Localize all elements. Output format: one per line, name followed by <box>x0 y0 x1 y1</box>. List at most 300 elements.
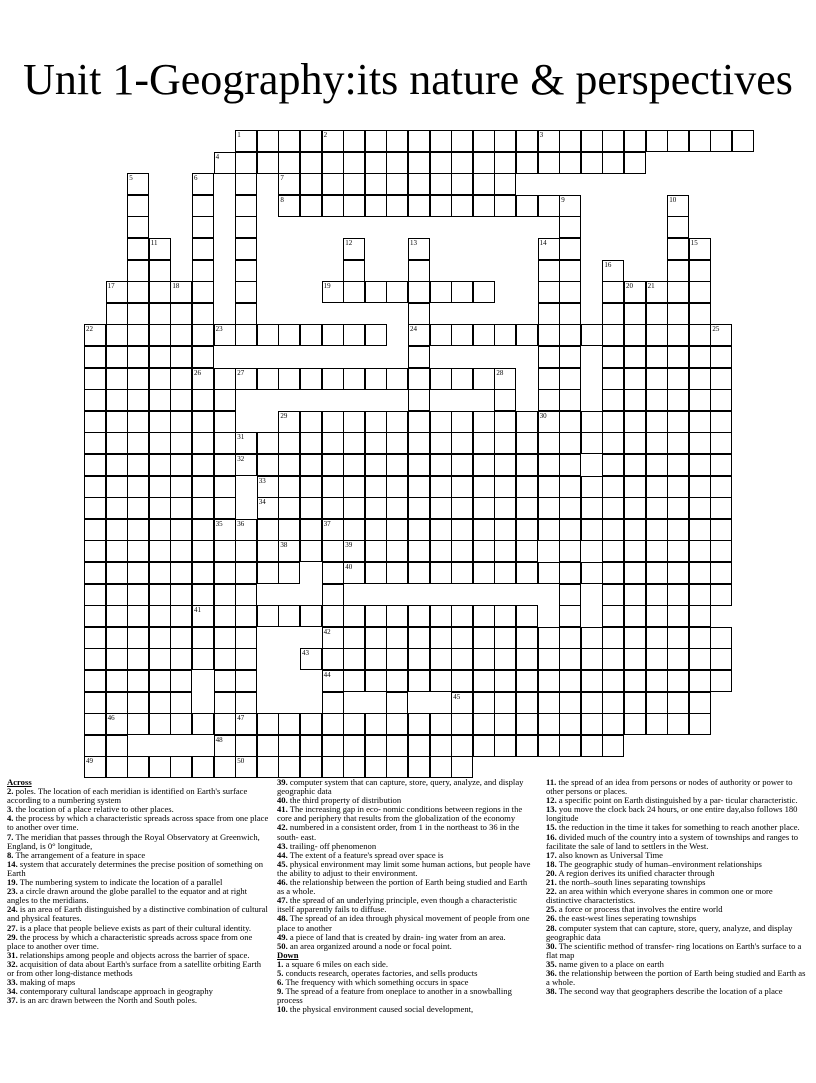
grid-cell[interactable] <box>106 432 128 454</box>
grid-cell[interactable] <box>322 648 344 670</box>
grid-cell[interactable] <box>235 540 257 562</box>
grid-cell[interactable] <box>214 562 236 584</box>
grid-cell[interactable] <box>257 476 279 498</box>
grid-cell[interactable] <box>149 627 171 649</box>
grid-cell[interactable] <box>84 627 106 649</box>
grid-cell[interactable] <box>149 432 171 454</box>
grid-cell[interactable] <box>300 713 322 735</box>
grid-cell[interactable] <box>84 670 106 692</box>
grid-cell[interactable] <box>84 648 106 670</box>
grid-cell[interactable] <box>322 562 344 584</box>
grid-cell[interactable] <box>365 540 387 562</box>
grid-cell[interactable] <box>170 670 192 692</box>
grid-cell[interactable] <box>408 670 430 692</box>
grid-cell[interactable] <box>106 389 128 411</box>
grid-cell[interactable] <box>516 130 538 152</box>
grid-cell[interactable] <box>581 411 603 433</box>
grid-cell[interactable] <box>127 260 149 282</box>
grid-cell[interactable] <box>214 497 236 519</box>
grid-cell[interactable] <box>235 562 257 584</box>
grid-cell[interactable] <box>473 173 495 195</box>
grid-cell[interactable] <box>689 584 711 606</box>
grid-cell[interactable] <box>127 195 149 217</box>
grid-cell[interactable] <box>106 303 128 325</box>
grid-cell[interactable] <box>559 692 581 714</box>
grid-cell[interactable] <box>257 756 279 778</box>
grid-cell[interactable] <box>689 346 711 368</box>
grid-cell[interactable] <box>408 368 430 390</box>
grid-cell[interactable] <box>278 195 300 217</box>
grid-cell[interactable] <box>451 735 473 757</box>
grid-cell[interactable] <box>646 454 668 476</box>
grid-cell[interactable] <box>602 670 624 692</box>
grid-cell[interactable] <box>408 519 430 541</box>
grid-cell[interactable] <box>624 713 646 735</box>
grid-cell[interactable] <box>343 238 365 260</box>
grid-cell[interactable] <box>646 605 668 627</box>
grid-cell[interactable] <box>84 692 106 714</box>
grid-cell[interactable] <box>214 454 236 476</box>
grid-cell[interactable] <box>192 497 214 519</box>
grid-cell[interactable] <box>170 519 192 541</box>
grid-cell[interactable] <box>278 173 300 195</box>
grid-cell[interactable] <box>624 627 646 649</box>
grid-cell[interactable] <box>386 648 408 670</box>
grid-cell[interactable] <box>149 540 171 562</box>
grid-cell[interactable] <box>408 195 430 217</box>
grid-cell[interactable] <box>408 281 430 303</box>
grid-cell[interactable] <box>84 605 106 627</box>
grid-cell[interactable] <box>408 346 430 368</box>
grid-cell[interactable] <box>473 130 495 152</box>
grid-cell[interactable] <box>322 152 344 174</box>
grid-cell[interactable] <box>300 476 322 498</box>
grid-cell[interactable] <box>235 627 257 649</box>
grid-cell[interactable] <box>451 411 473 433</box>
grid-cell[interactable] <box>516 540 538 562</box>
grid-cell[interactable] <box>408 130 430 152</box>
grid-cell[interactable] <box>386 130 408 152</box>
grid-cell[interactable] <box>235 432 257 454</box>
grid-cell[interactable] <box>322 324 344 346</box>
grid-cell[interactable] <box>646 130 668 152</box>
grid-cell[interactable] <box>235 605 257 627</box>
grid-cell[interactable] <box>386 605 408 627</box>
grid-cell[interactable] <box>516 713 538 735</box>
grid-cell[interactable] <box>365 670 387 692</box>
grid-cell[interactable] <box>473 713 495 735</box>
grid-cell[interactable] <box>451 648 473 670</box>
grid-cell[interactable] <box>149 713 171 735</box>
grid-cell[interactable] <box>127 584 149 606</box>
grid-cell[interactable] <box>214 713 236 735</box>
grid-cell[interactable] <box>214 152 236 174</box>
grid-cell[interactable] <box>170 713 192 735</box>
grid-cell[interactable] <box>127 324 149 346</box>
grid-cell[interactable] <box>710 324 732 346</box>
grid-cell[interactable] <box>106 368 128 390</box>
grid-cell[interactable] <box>170 476 192 498</box>
grid-cell[interactable] <box>170 692 192 714</box>
grid-cell[interactable] <box>408 432 430 454</box>
grid-cell[interactable] <box>408 648 430 670</box>
grid-cell[interactable] <box>516 692 538 714</box>
grid-cell[interactable] <box>192 454 214 476</box>
grid-cell[interactable] <box>127 368 149 390</box>
grid-cell[interactable] <box>322 756 344 778</box>
grid-cell[interactable] <box>149 605 171 627</box>
grid-cell[interactable] <box>235 216 257 238</box>
grid-cell[interactable] <box>559 648 581 670</box>
grid-cell[interactable] <box>473 432 495 454</box>
grid-cell[interactable] <box>149 476 171 498</box>
grid-cell[interactable] <box>127 411 149 433</box>
grid-cell[interactable] <box>516 195 538 217</box>
grid-cell[interactable] <box>386 735 408 757</box>
grid-cell[interactable] <box>170 389 192 411</box>
grid-cell[interactable] <box>343 540 365 562</box>
grid-cell[interactable] <box>689 130 711 152</box>
grid-cell[interactable] <box>646 389 668 411</box>
grid-cell[interactable] <box>214 584 236 606</box>
grid-cell[interactable] <box>559 368 581 390</box>
grid-cell[interactable] <box>322 368 344 390</box>
grid-cell[interactable] <box>214 756 236 778</box>
grid-cell[interactable] <box>127 713 149 735</box>
grid-cell[interactable] <box>149 281 171 303</box>
grid-cell[interactable] <box>538 713 560 735</box>
grid-cell[interactable] <box>732 130 754 152</box>
grid-cell[interactable] <box>343 713 365 735</box>
grid-cell[interactable] <box>559 476 581 498</box>
grid-cell[interactable] <box>408 324 430 346</box>
grid-cell[interactable] <box>559 497 581 519</box>
grid-cell[interactable] <box>278 411 300 433</box>
grid-cell[interactable] <box>516 670 538 692</box>
grid-cell[interactable] <box>214 540 236 562</box>
grid-cell[interactable] <box>667 195 689 217</box>
grid-cell[interactable] <box>538 324 560 346</box>
grid-cell[interactable] <box>214 519 236 541</box>
grid-cell[interactable] <box>689 562 711 584</box>
grid-cell[interactable] <box>624 497 646 519</box>
grid-cell[interactable] <box>494 562 516 584</box>
grid-cell[interactable] <box>127 238 149 260</box>
grid-cell[interactable] <box>127 303 149 325</box>
grid-cell[interactable] <box>494 152 516 174</box>
grid-cell[interactable] <box>235 195 257 217</box>
grid-cell[interactable] <box>343 519 365 541</box>
grid-cell[interactable] <box>365 648 387 670</box>
grid-cell[interactable] <box>365 368 387 390</box>
grid-cell[interactable] <box>710 648 732 670</box>
grid-cell[interactable] <box>646 497 668 519</box>
grid-cell[interactable] <box>365 627 387 649</box>
grid-cell[interactable] <box>689 303 711 325</box>
grid-cell[interactable] <box>538 670 560 692</box>
grid-cell[interactable] <box>149 303 171 325</box>
grid-cell[interactable] <box>192 238 214 260</box>
grid-cell[interactable] <box>365 713 387 735</box>
grid-cell[interactable] <box>300 519 322 541</box>
grid-cell[interactable] <box>667 130 689 152</box>
grid-cell[interactable] <box>710 454 732 476</box>
grid-cell[interactable] <box>624 648 646 670</box>
grid-cell[interactable] <box>192 476 214 498</box>
grid-cell[interactable] <box>235 130 257 152</box>
grid-cell[interactable] <box>322 670 344 692</box>
grid-cell[interactable] <box>473 497 495 519</box>
grid-cell[interactable] <box>581 497 603 519</box>
grid-cell[interactable] <box>538 411 560 433</box>
grid-cell[interactable] <box>235 281 257 303</box>
grid-cell[interactable] <box>192 432 214 454</box>
grid-cell[interactable] <box>386 670 408 692</box>
grid-cell[interactable] <box>624 540 646 562</box>
grid-cell[interactable] <box>602 648 624 670</box>
grid-cell[interactable] <box>689 454 711 476</box>
grid-cell[interactable] <box>214 648 236 670</box>
grid-cell[interactable] <box>106 324 128 346</box>
grid-cell[interactable] <box>170 562 192 584</box>
grid-cell[interactable] <box>689 281 711 303</box>
grid-cell[interactable] <box>408 562 430 584</box>
grid-cell[interactable] <box>214 735 236 757</box>
grid-cell[interactable] <box>559 324 581 346</box>
grid-cell[interactable] <box>214 605 236 627</box>
grid-cell[interactable] <box>451 368 473 390</box>
grid-cell[interactable] <box>149 497 171 519</box>
grid-cell[interactable] <box>473 476 495 498</box>
grid-cell[interactable] <box>602 497 624 519</box>
grid-cell[interactable] <box>581 152 603 174</box>
grid-cell[interactable] <box>278 713 300 735</box>
grid-cell[interactable] <box>278 605 300 627</box>
grid-cell[interactable] <box>84 562 106 584</box>
grid-cell[interactable] <box>365 195 387 217</box>
grid-cell[interactable] <box>214 324 236 346</box>
grid-cell[interactable] <box>494 324 516 346</box>
grid-cell[interactable] <box>646 670 668 692</box>
grid-cell[interactable] <box>322 497 344 519</box>
grid-cell[interactable] <box>667 324 689 346</box>
grid-cell[interactable] <box>106 411 128 433</box>
grid-cell[interactable] <box>667 540 689 562</box>
grid-cell[interactable] <box>106 627 128 649</box>
grid-cell[interactable] <box>602 584 624 606</box>
grid-cell[interactable] <box>106 562 128 584</box>
grid-cell[interactable] <box>624 281 646 303</box>
grid-cell[interactable] <box>494 130 516 152</box>
grid-cell[interactable] <box>343 130 365 152</box>
grid-cell[interactable] <box>473 648 495 670</box>
grid-cell[interactable] <box>581 692 603 714</box>
grid-cell[interactable] <box>430 562 452 584</box>
grid-cell[interactable] <box>106 670 128 692</box>
grid-cell[interactable] <box>257 130 279 152</box>
grid-cell[interactable] <box>322 735 344 757</box>
grid-cell[interactable] <box>430 281 452 303</box>
grid-cell[interactable] <box>624 476 646 498</box>
grid-cell[interactable] <box>602 368 624 390</box>
grid-cell[interactable] <box>300 735 322 757</box>
grid-cell[interactable] <box>343 562 365 584</box>
grid-cell[interactable] <box>689 692 711 714</box>
grid-cell[interactable] <box>149 756 171 778</box>
grid-cell[interactable] <box>646 540 668 562</box>
grid-cell[interactable] <box>408 540 430 562</box>
grid-cell[interactable] <box>473 519 495 541</box>
grid-cell[interactable] <box>624 670 646 692</box>
grid-cell[interactable] <box>559 454 581 476</box>
grid-cell[interactable] <box>646 713 668 735</box>
grid-cell[interactable] <box>192 627 214 649</box>
grid-cell[interactable] <box>408 735 430 757</box>
grid-cell[interactable] <box>451 497 473 519</box>
grid-cell[interactable] <box>257 152 279 174</box>
grid-cell[interactable] <box>624 519 646 541</box>
grid-cell[interactable] <box>127 476 149 498</box>
grid-cell[interactable] <box>149 368 171 390</box>
grid-cell[interactable] <box>235 260 257 282</box>
grid-cell[interactable] <box>667 584 689 606</box>
grid-cell[interactable] <box>322 692 344 714</box>
grid-cell[interactable] <box>646 368 668 390</box>
grid-cell[interactable] <box>170 540 192 562</box>
grid-cell[interactable] <box>408 238 430 260</box>
grid-cell[interactable] <box>710 368 732 390</box>
grid-cell[interactable] <box>516 497 538 519</box>
grid-cell[interactable] <box>602 389 624 411</box>
grid-cell[interactable] <box>170 627 192 649</box>
grid-cell[interactable] <box>710 411 732 433</box>
grid-cell[interactable] <box>235 368 257 390</box>
grid-cell[interactable] <box>257 368 279 390</box>
grid-cell[interactable] <box>170 281 192 303</box>
grid-cell[interactable] <box>192 648 214 670</box>
grid-cell[interactable] <box>170 303 192 325</box>
grid-cell[interactable] <box>84 713 106 735</box>
grid-cell[interactable] <box>494 173 516 195</box>
grid-cell[interactable] <box>516 411 538 433</box>
grid-cell[interactable] <box>170 324 192 346</box>
grid-cell[interactable] <box>646 562 668 584</box>
grid-cell[interactable] <box>300 195 322 217</box>
grid-cell[interactable] <box>581 648 603 670</box>
grid-cell[interactable] <box>667 389 689 411</box>
grid-cell[interactable] <box>430 432 452 454</box>
grid-cell[interactable] <box>106 454 128 476</box>
grid-cell[interactable] <box>343 173 365 195</box>
grid-cell[interactable] <box>494 432 516 454</box>
grid-cell[interactable] <box>430 195 452 217</box>
grid-cell[interactable] <box>322 281 344 303</box>
grid-cell[interactable] <box>300 324 322 346</box>
grid-cell[interactable] <box>602 346 624 368</box>
grid-cell[interactable] <box>300 497 322 519</box>
grid-cell[interactable] <box>257 735 279 757</box>
grid-cell[interactable] <box>170 411 192 433</box>
grid-cell[interactable] <box>602 281 624 303</box>
grid-cell[interactable] <box>408 454 430 476</box>
grid-cell[interactable] <box>278 540 300 562</box>
grid-cell[interactable] <box>473 540 495 562</box>
grid-cell[interactable] <box>149 670 171 692</box>
grid-cell[interactable] <box>127 562 149 584</box>
grid-cell[interactable] <box>106 713 128 735</box>
grid-cell[interactable] <box>408 713 430 735</box>
grid-cell[interactable] <box>602 735 624 757</box>
grid-cell[interactable] <box>278 432 300 454</box>
grid-cell[interactable] <box>559 627 581 649</box>
grid-cell[interactable] <box>322 476 344 498</box>
grid-cell[interactable] <box>559 713 581 735</box>
grid-cell[interactable] <box>710 584 732 606</box>
grid-cell[interactable] <box>473 368 495 390</box>
grid-cell[interactable] <box>559 540 581 562</box>
grid-cell[interactable] <box>451 454 473 476</box>
grid-cell[interactable] <box>386 476 408 498</box>
grid-cell[interactable] <box>602 519 624 541</box>
grid-cell[interactable] <box>494 735 516 757</box>
grid-cell[interactable] <box>581 476 603 498</box>
grid-cell[interactable] <box>322 713 344 735</box>
grid-cell[interactable] <box>430 735 452 757</box>
grid-cell[interactable] <box>343 497 365 519</box>
grid-cell[interactable] <box>322 454 344 476</box>
grid-cell[interactable] <box>538 260 560 282</box>
grid-cell[interactable] <box>192 195 214 217</box>
grid-cell[interactable] <box>430 713 452 735</box>
grid-cell[interactable] <box>106 735 128 757</box>
grid-cell[interactable] <box>84 476 106 498</box>
grid-cell[interactable] <box>430 152 452 174</box>
grid-cell[interactable] <box>581 324 603 346</box>
grid-cell[interactable] <box>214 411 236 433</box>
grid-cell[interactable] <box>451 173 473 195</box>
grid-cell[interactable] <box>624 454 646 476</box>
grid-cell[interactable] <box>689 627 711 649</box>
grid-cell[interactable] <box>386 519 408 541</box>
grid-cell[interactable] <box>408 476 430 498</box>
grid-cell[interactable] <box>473 735 495 757</box>
grid-cell[interactable] <box>192 756 214 778</box>
grid-cell[interactable] <box>689 476 711 498</box>
grid-cell[interactable] <box>343 605 365 627</box>
grid-cell[interactable] <box>408 756 430 778</box>
grid-cell[interactable] <box>602 260 624 282</box>
grid-cell[interactable] <box>624 324 646 346</box>
grid-cell[interactable] <box>689 324 711 346</box>
grid-cell[interactable] <box>602 152 624 174</box>
grid-cell[interactable] <box>667 346 689 368</box>
grid-cell[interactable] <box>127 756 149 778</box>
grid-cell[interactable] <box>624 389 646 411</box>
grid-cell[interactable] <box>559 605 581 627</box>
grid-cell[interactable] <box>451 756 473 778</box>
grid-cell[interactable] <box>170 454 192 476</box>
grid-cell[interactable] <box>257 713 279 735</box>
grid-cell[interactable] <box>451 130 473 152</box>
grid-cell[interactable] <box>430 368 452 390</box>
grid-cell[interactable] <box>235 303 257 325</box>
grid-cell[interactable] <box>257 519 279 541</box>
grid-cell[interactable] <box>408 303 430 325</box>
grid-cell[interactable] <box>667 476 689 498</box>
grid-cell[interactable] <box>343 648 365 670</box>
grid-cell[interactable] <box>257 432 279 454</box>
grid-cell[interactable] <box>494 454 516 476</box>
